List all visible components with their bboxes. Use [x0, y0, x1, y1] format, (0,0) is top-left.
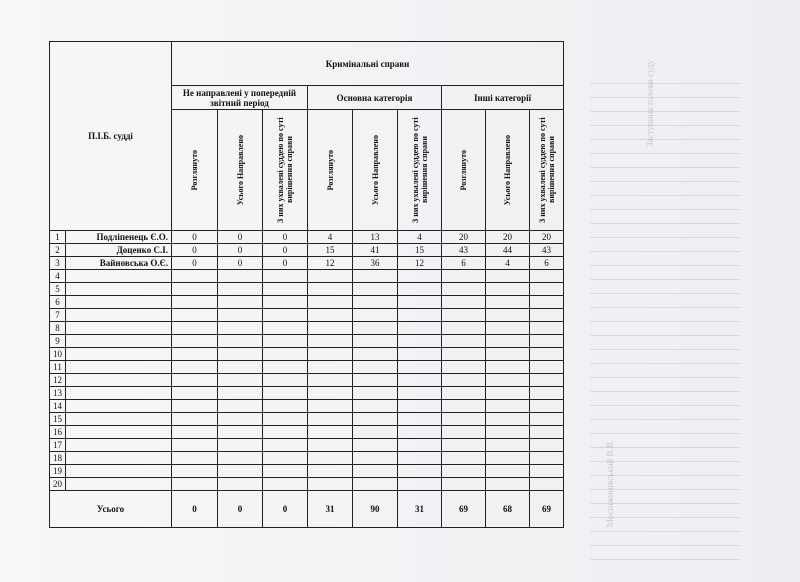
value-cell: [308, 296, 353, 309]
table-row: [50, 439, 564, 452]
value-cell: [263, 283, 308, 296]
value-cell: [353, 452, 398, 465]
group-header-not-directed: Не направлені у попередній звітний період: [172, 86, 308, 110]
value-cell: [486, 478, 530, 491]
value-cell: [442, 309, 486, 322]
value-cell: [486, 296, 530, 309]
value-cell: [218, 400, 263, 413]
subheader-cell: [218, 110, 263, 231]
value-cell: [218, 283, 263, 296]
value-cell: [353, 322, 398, 335]
judge-name: [66, 361, 172, 374]
value-cell: [353, 465, 398, 478]
value-cell: 36: [353, 257, 398, 270]
value-cell: [308, 322, 353, 335]
value-cell: [263, 400, 308, 413]
value-cell: [172, 322, 218, 335]
value-cell: [353, 387, 398, 400]
table-row: [50, 270, 564, 283]
value-cell: [308, 465, 353, 478]
row-number: 15: [50, 413, 66, 426]
value-cell: [172, 296, 218, 309]
value-cell: 15: [398, 244, 442, 257]
table-row: [50, 387, 564, 400]
value-cell: [263, 361, 308, 374]
value-cell: [308, 335, 353, 348]
table-row: [50, 309, 564, 322]
value-cell: 43: [530, 244, 564, 257]
value-cell: [308, 387, 353, 400]
row-number: 3: [50, 257, 66, 270]
row-number: 14: [50, 400, 66, 413]
value-cell: [308, 400, 353, 413]
value-cell: [442, 400, 486, 413]
judge-name: [66, 400, 172, 413]
row-number: 10: [50, 348, 66, 361]
table-row: [50, 283, 564, 296]
value-cell: [486, 413, 530, 426]
row-number: 12: [50, 374, 66, 387]
value-cell: [353, 361, 398, 374]
row-number: 9: [50, 335, 66, 348]
value-cell: [263, 426, 308, 439]
judge-name: Доценко С.І.: [66, 244, 172, 257]
row-number: 1: [50, 231, 66, 244]
value-cell: [172, 400, 218, 413]
value-cell: [530, 413, 564, 426]
value-cell: [398, 465, 442, 478]
value-cell: [530, 270, 564, 283]
value-cell: [530, 335, 564, 348]
judge-name: [66, 270, 172, 283]
value-cell: [442, 439, 486, 452]
value-cell: 0: [263, 231, 308, 244]
value-cell: 44: [486, 244, 530, 257]
table-row: [50, 322, 564, 335]
value-cell: [442, 335, 486, 348]
table-row: [50, 348, 564, 361]
value-cell: 15: [308, 244, 353, 257]
value-cell: 13: [353, 231, 398, 244]
row-number: 16: [50, 426, 66, 439]
value-cell: [263, 439, 308, 452]
value-cell: [172, 335, 218, 348]
value-cell: [486, 439, 530, 452]
value-cell: 4: [398, 231, 442, 244]
row-number: 7: [50, 309, 66, 322]
subheader-cell: [486, 110, 530, 231]
group-header-main-category: Основна категорія: [308, 86, 442, 110]
table-row: [50, 231, 564, 244]
table-row: [50, 244, 564, 257]
value-cell: [442, 361, 486, 374]
judge-name: [66, 426, 172, 439]
total-cell: 0: [218, 491, 263, 528]
value-cell: [486, 387, 530, 400]
value-cell: 0: [218, 257, 263, 270]
value-cell: [486, 335, 530, 348]
subheader-cell: [398, 110, 442, 231]
value-cell: [486, 426, 530, 439]
value-cell: [353, 426, 398, 439]
table-row: [50, 452, 564, 465]
value-cell: [263, 413, 308, 426]
value-cell: [308, 478, 353, 491]
value-cell: [218, 348, 263, 361]
judge-name: [66, 374, 172, 387]
subheader-label: Усього Направлено: [503, 134, 512, 206]
value-cell: [486, 348, 530, 361]
value-cell: [218, 309, 263, 322]
total-cell: 69: [530, 491, 564, 528]
value-cell: [530, 452, 564, 465]
row-number: 18: [50, 452, 66, 465]
subheader-label: Розглянуто: [190, 149, 199, 191]
row-number: 20: [50, 478, 66, 491]
value-cell: [172, 387, 218, 400]
bleed-through-signature-title: Заступник голови суду: [645, 60, 655, 147]
value-cell: [353, 283, 398, 296]
value-cell: [530, 478, 564, 491]
value-cell: [308, 374, 353, 387]
value-cell: [442, 348, 486, 361]
value-cell: [442, 452, 486, 465]
value-cell: [442, 374, 486, 387]
row-number: 2: [50, 244, 66, 257]
row-number: 13: [50, 387, 66, 400]
value-cell: [172, 348, 218, 361]
subheader-label: З них ухвалені суддею по суті вирішення справи: [410, 117, 429, 223]
value-cell: [353, 309, 398, 322]
total-cell: 68: [486, 491, 530, 528]
value-cell: [353, 374, 398, 387]
value-cell: 6: [530, 257, 564, 270]
value-cell: [398, 439, 442, 452]
value-cell: [218, 361, 263, 374]
total-cell: 90: [353, 491, 398, 528]
value-cell: [308, 270, 353, 283]
value-cell: [353, 296, 398, 309]
value-cell: [172, 374, 218, 387]
value-cell: 20: [486, 231, 530, 244]
value-cell: [398, 322, 442, 335]
value-cell: [172, 439, 218, 452]
value-cell: [263, 465, 308, 478]
value-cell: [486, 361, 530, 374]
value-cell: [218, 413, 263, 426]
value-cell: [398, 400, 442, 413]
table-row: [50, 257, 564, 270]
table-row: [50, 465, 564, 478]
value-cell: [530, 322, 564, 335]
value-cell: [530, 439, 564, 452]
value-cell: [486, 322, 530, 335]
table-row: [50, 478, 564, 491]
criminal-cases-header: Кримінальні справи: [172, 42, 564, 86]
value-cell: [530, 361, 564, 374]
row-number: 6: [50, 296, 66, 309]
value-cell: [486, 400, 530, 413]
value-cell: [263, 309, 308, 322]
value-cell: [353, 478, 398, 491]
judge-name: [66, 413, 172, 426]
value-cell: [263, 387, 308, 400]
subheader-cell: [263, 110, 308, 231]
value-cell: [172, 361, 218, 374]
value-cell: [442, 283, 486, 296]
subheader-cell: [172, 110, 218, 231]
value-cell: [218, 426, 263, 439]
value-cell: [263, 335, 308, 348]
value-cell: [172, 465, 218, 478]
value-cell: [398, 309, 442, 322]
value-cell: [172, 413, 218, 426]
value-cell: [308, 348, 353, 361]
value-cell: 0: [263, 257, 308, 270]
value-cell: [218, 335, 263, 348]
value-cell: [218, 387, 263, 400]
value-cell: 4: [486, 257, 530, 270]
judge-name: [66, 478, 172, 491]
value-cell: 12: [308, 257, 353, 270]
value-cell: [442, 478, 486, 491]
value-cell: [172, 478, 218, 491]
group-header-other-categories: Інші категорії: [442, 86, 564, 110]
bleed-through-signature-name: Мосінжинівський В.В.: [605, 440, 615, 528]
value-cell: [218, 322, 263, 335]
value-cell: [398, 361, 442, 374]
row-number: 8: [50, 322, 66, 335]
table-row: [50, 361, 564, 374]
value-cell: [353, 413, 398, 426]
value-cell: [218, 478, 263, 491]
value-cell: 20: [442, 231, 486, 244]
value-cell: [308, 309, 353, 322]
value-cell: [442, 426, 486, 439]
judge-name: [66, 309, 172, 322]
table-row: [50, 413, 564, 426]
value-cell: [530, 400, 564, 413]
value-cell: [398, 270, 442, 283]
judge-name: [66, 283, 172, 296]
judge-name: [66, 296, 172, 309]
row-number: 5: [50, 283, 66, 296]
value-cell: [308, 361, 353, 374]
value-cell: 6: [442, 257, 486, 270]
value-cell: [486, 283, 530, 296]
criminal-cases-table: [49, 41, 564, 528]
total-cell: 0: [172, 491, 218, 528]
value-cell: [263, 452, 308, 465]
subheader-label: Усього Направлено: [370, 134, 380, 206]
value-cell: 0: [172, 244, 218, 257]
value-cell: [398, 452, 442, 465]
value-cell: [172, 426, 218, 439]
value-cell: [353, 400, 398, 413]
value-cell: [530, 374, 564, 387]
judge-name: [66, 387, 172, 400]
value-cell: [398, 413, 442, 426]
value-cell: [442, 413, 486, 426]
value-cell: [172, 270, 218, 283]
value-cell: [486, 270, 530, 283]
value-cell: 12: [398, 257, 442, 270]
value-cell: 0: [218, 244, 263, 257]
value-cell: [353, 335, 398, 348]
value-cell: [398, 335, 442, 348]
judge-name: Вайновська О.Є.: [66, 257, 172, 270]
table-row: [50, 335, 564, 348]
value-cell: [530, 348, 564, 361]
value-cell: 43: [442, 244, 486, 257]
row-number: 19: [50, 465, 66, 478]
value-cell: [398, 374, 442, 387]
total-cell: 0: [263, 491, 308, 528]
total-cell: 69: [442, 491, 486, 528]
judge-name: Подліпенець Є.О.: [66, 231, 172, 244]
value-cell: 0: [218, 231, 263, 244]
value-cell: [308, 426, 353, 439]
judge-name: [66, 439, 172, 452]
value-cell: [398, 478, 442, 491]
value-cell: [218, 452, 263, 465]
value-cell: [442, 296, 486, 309]
row-number: 17: [50, 439, 66, 452]
table-row: [50, 374, 564, 387]
value-cell: [218, 270, 263, 283]
table-row: [50, 296, 564, 309]
row-number: 4: [50, 270, 66, 283]
value-cell: 0: [263, 244, 308, 257]
total-cell: 31: [398, 491, 442, 528]
value-cell: [263, 322, 308, 335]
value-cell: [398, 296, 442, 309]
judge-name: [66, 348, 172, 361]
value-cell: [308, 452, 353, 465]
judge-name: [66, 465, 172, 478]
subheader-label: З них ухвалені суддею по суті вирішення справи: [276, 117, 294, 223]
subheader-cell: [530, 110, 564, 231]
value-cell: 41: [353, 244, 398, 257]
value-cell: 0: [172, 257, 218, 270]
value-cell: [218, 296, 263, 309]
value-cell: [353, 439, 398, 452]
value-cell: [398, 348, 442, 361]
value-cell: [486, 465, 530, 478]
value-cell: [353, 270, 398, 283]
value-cell: [172, 309, 218, 322]
value-cell: [218, 374, 263, 387]
judge-name: [66, 335, 172, 348]
value-cell: [263, 478, 308, 491]
value-cell: [263, 270, 308, 283]
value-cell: [530, 387, 564, 400]
value-cell: [172, 452, 218, 465]
value-cell: [442, 322, 486, 335]
value-cell: [530, 283, 564, 296]
value-cell: [218, 439, 263, 452]
value-cell: [486, 452, 530, 465]
value-cell: [263, 296, 308, 309]
subheader-label: Усього Направлено: [235, 134, 245, 206]
totals-label: Усього: [50, 491, 172, 528]
total-cell: 31: [308, 491, 353, 528]
judge-name: [66, 322, 172, 335]
value-cell: [486, 309, 530, 322]
value-cell: 20: [530, 231, 564, 244]
value-cell: [218, 465, 263, 478]
subheader-cell: [353, 110, 398, 231]
value-cell: [530, 296, 564, 309]
judge-name: [66, 452, 172, 465]
value-cell: [308, 413, 353, 426]
subheader-label: Розглянуто: [459, 149, 468, 191]
value-cell: [530, 465, 564, 478]
value-cell: [308, 283, 353, 296]
subheader-cell: [442, 110, 486, 231]
table-row: [50, 400, 564, 413]
value-cell: [530, 426, 564, 439]
subheader-label: З них ухвалені суддею по суті вирішення справи: [537, 117, 556, 223]
value-cell: [172, 283, 218, 296]
value-cell: [263, 374, 308, 387]
row-number: 11: [50, 361, 66, 374]
value-cell: 4: [308, 231, 353, 244]
value-cell: [530, 309, 564, 322]
totals-row: [50, 491, 564, 528]
value-cell: [398, 426, 442, 439]
value-cell: [308, 439, 353, 452]
subheader-cell: [308, 110, 353, 231]
value-cell: [486, 374, 530, 387]
value-cell: [398, 283, 442, 296]
value-cell: 0: [172, 231, 218, 244]
table-row: [50, 426, 564, 439]
subheader-label: Розглянуто: [325, 149, 335, 191]
value-cell: [442, 270, 486, 283]
value-cell: [263, 348, 308, 361]
value-cell: [398, 387, 442, 400]
value-cell: [442, 465, 486, 478]
value-cell: [442, 387, 486, 400]
value-cell: [353, 348, 398, 361]
judge-name-header: П.І.Б. судді: [50, 42, 172, 231]
